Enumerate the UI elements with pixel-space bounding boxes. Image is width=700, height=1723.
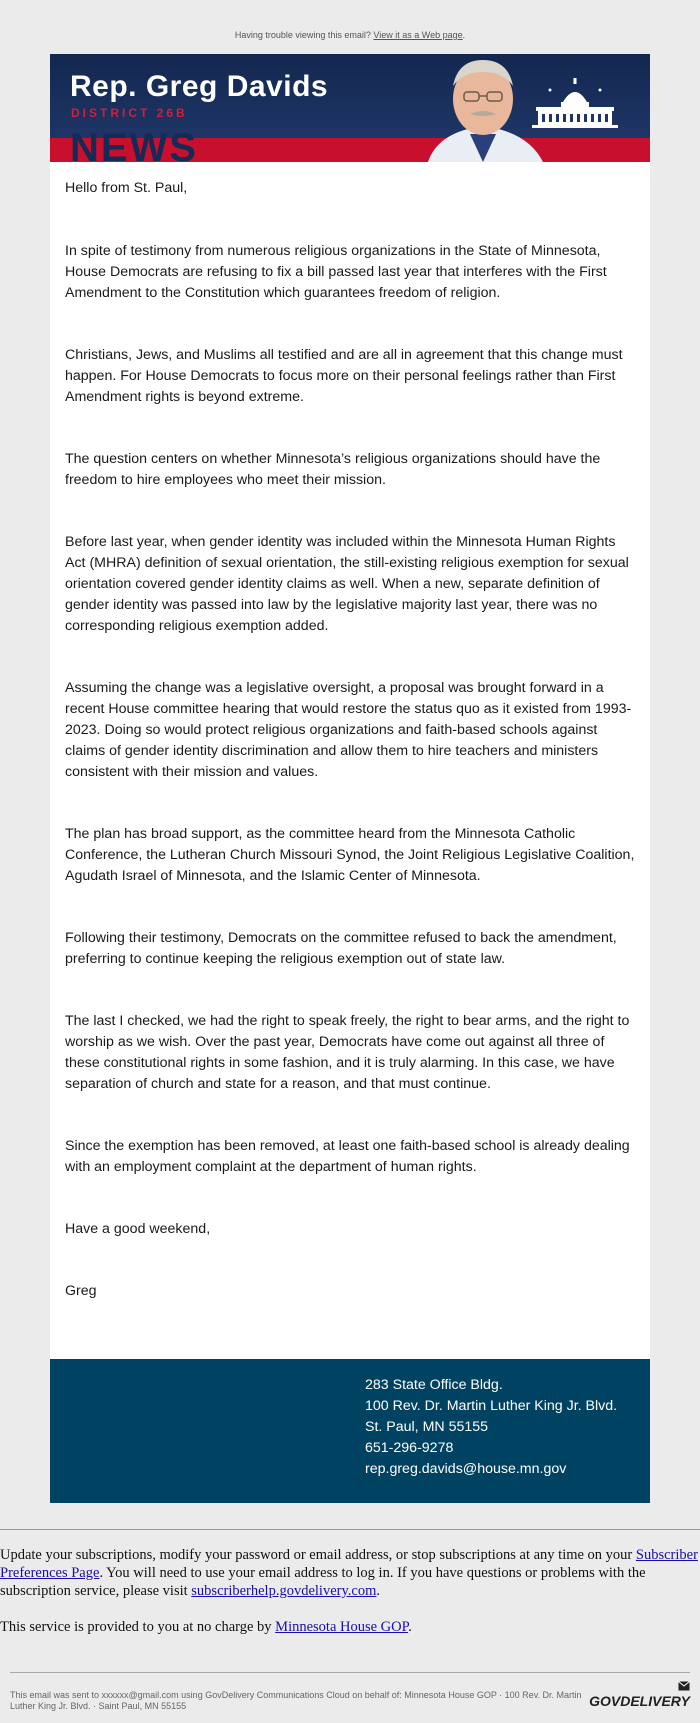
paragraph: The last I checked, we had the right to speak freely, the right to bear arms, and the right to worship as we wish. Over the past year, Democrats have come out against all three of these constitutional rights in some fashion, and it is truly alarming. In this case, we have separation of church and state for a reason, and that must continue. <box>65 1013 630 1092</box>
email-address[interactable]: rep.greg.davids@house.mn.gov <box>365 1461 567 1477</box>
paragraph: Christians, Jews, and Muslims all testified and are all in agreement that this change must happen. For House Democrats to focus more on their personal feelings rather than First Amendment rights is beyond extreme. <box>65 347 623 405</box>
closing: Have a good weekend, <box>65 1221 211 1237</box>
paragraph: Since the exemption has been removed, at least one faith-based school is already dealing with an employment complaint at the department of human rights. <box>65 1138 630 1175</box>
divider <box>10 1672 690 1673</box>
divider <box>0 1529 700 1530</box>
email-card <box>50 54 650 1503</box>
subscriber-preferences-link[interactable]: Subscriber Preferences Page <box>0 1547 698 1581</box>
paragraph: The question centers on whether Minnesota’s religious organizations should have the freedom to hire employees who meet their mission. <box>65 451 601 488</box>
trouble-text: Having trouble viewing this email? <box>234 30 371 40</box>
contact-footer <box>50 1359 650 1503</box>
address-line: St. Paul, MN 55155 <box>365 1419 489 1435</box>
paragraph: Assuming the change was a legislative oversight, a proposal was brought forward in a recent House committee hearing that would restore the status quo as it existed from 1993-2023. Doing so would protect religious organizations and faith-based schools against claims of gender identity discrimination and allow them to hire teachers and ministers consistent with their mission and values. <box>65 680 632 780</box>
message-body <box>50 162 650 1302</box>
greeting: Hello from St. Paul, <box>65 180 188 196</box>
subscription-text: Update your subscriptions, modify your password or email address, or stop subscriptions at any time on your Subscriber Preferences Page. You will need to use your email address to log in. If you have questions or problems with the subscription service, please visit subscriberhelp.govdelivery.com. <box>0 1547 698 1599</box>
paragraph: In spite of testimony from numerous religious organizations in the State of Minnesota, House Democrats are refusing to fix a bill passed last year that interferes with the First Amendment to the Constitution which guarantees freedom of religion. <box>65 243 607 301</box>
capitol-icon <box>530 76 620 136</box>
contact-block <box>365 1375 617 1480</box>
legal-text: This email was sent to xxxxxx@gmail.com using GovDelivery Communications Cloud on behalf of: Minnesota House GOP · 100 Rev. Dr. Martin Luther King Jr. Blvd. · Saint Paul, MN 55155 <box>10 1690 582 1711</box>
paragraph: The plan has broad support, as the committee heard from the Minnesota Catholic Conference, the Lutheran Church Missouri Synod, the Joint Religious Legislative Coalition, Agudath Israel of Minnesota, and the Islamic Center of Minnesota. <box>65 826 635 884</box>
address-line: 100 Rev. Dr. Martin Luther King Jr. Blvd. <box>365 1398 618 1414</box>
phone-number: 651-296-9278 <box>365 1440 454 1456</box>
service-text: This service is provided to you at no charge by Minnesota House GOP. <box>0 1619 412 1635</box>
address-line: 283 State Office Bldg. <box>365 1377 503 1393</box>
paragraph: Before last year, when gender identity was included within the Minnesota Human Rights Act (MHRA) definition of sexual orientation, the still-existing religious exemption for sexual orientation covered gender identity claims as well. When a new, separate definition of gender identity was passed into law by the legislative majority last year, there was no corresponding religious exemption added. <box>65 534 629 634</box>
subscriber-help-link[interactable]: subscriberhelp.govdelivery.com <box>191 1583 377 1599</box>
paragraph: Following their testimony, Democrats on the committee refused to back the amendment, preferring to continue keeping the religious exemption out of state law. <box>65 930 617 967</box>
header-banner <box>50 54 650 162</box>
govdelivery-logo[interactable]: GOVDELIVERY <box>589 1693 690 1709</box>
subscription-info <box>0 1546 700 1654</box>
web-page-link[interactable]: View it as a Web page <box>373 30 463 40</box>
representative-name: Rep. Greg Davids <box>70 70 329 103</box>
envelope-icon <box>678 1681 690 1691</box>
news-label: NEWS <box>70 126 198 162</box>
provider-link[interactable]: Minnesota House GOP <box>275 1619 409 1635</box>
signature: Greg <box>65 1283 97 1299</box>
district-label: DISTRICT 26B <box>71 106 188 120</box>
web-view-notice: Having trouble viewing this email? View it as a Web page. <box>234 30 466 40</box>
